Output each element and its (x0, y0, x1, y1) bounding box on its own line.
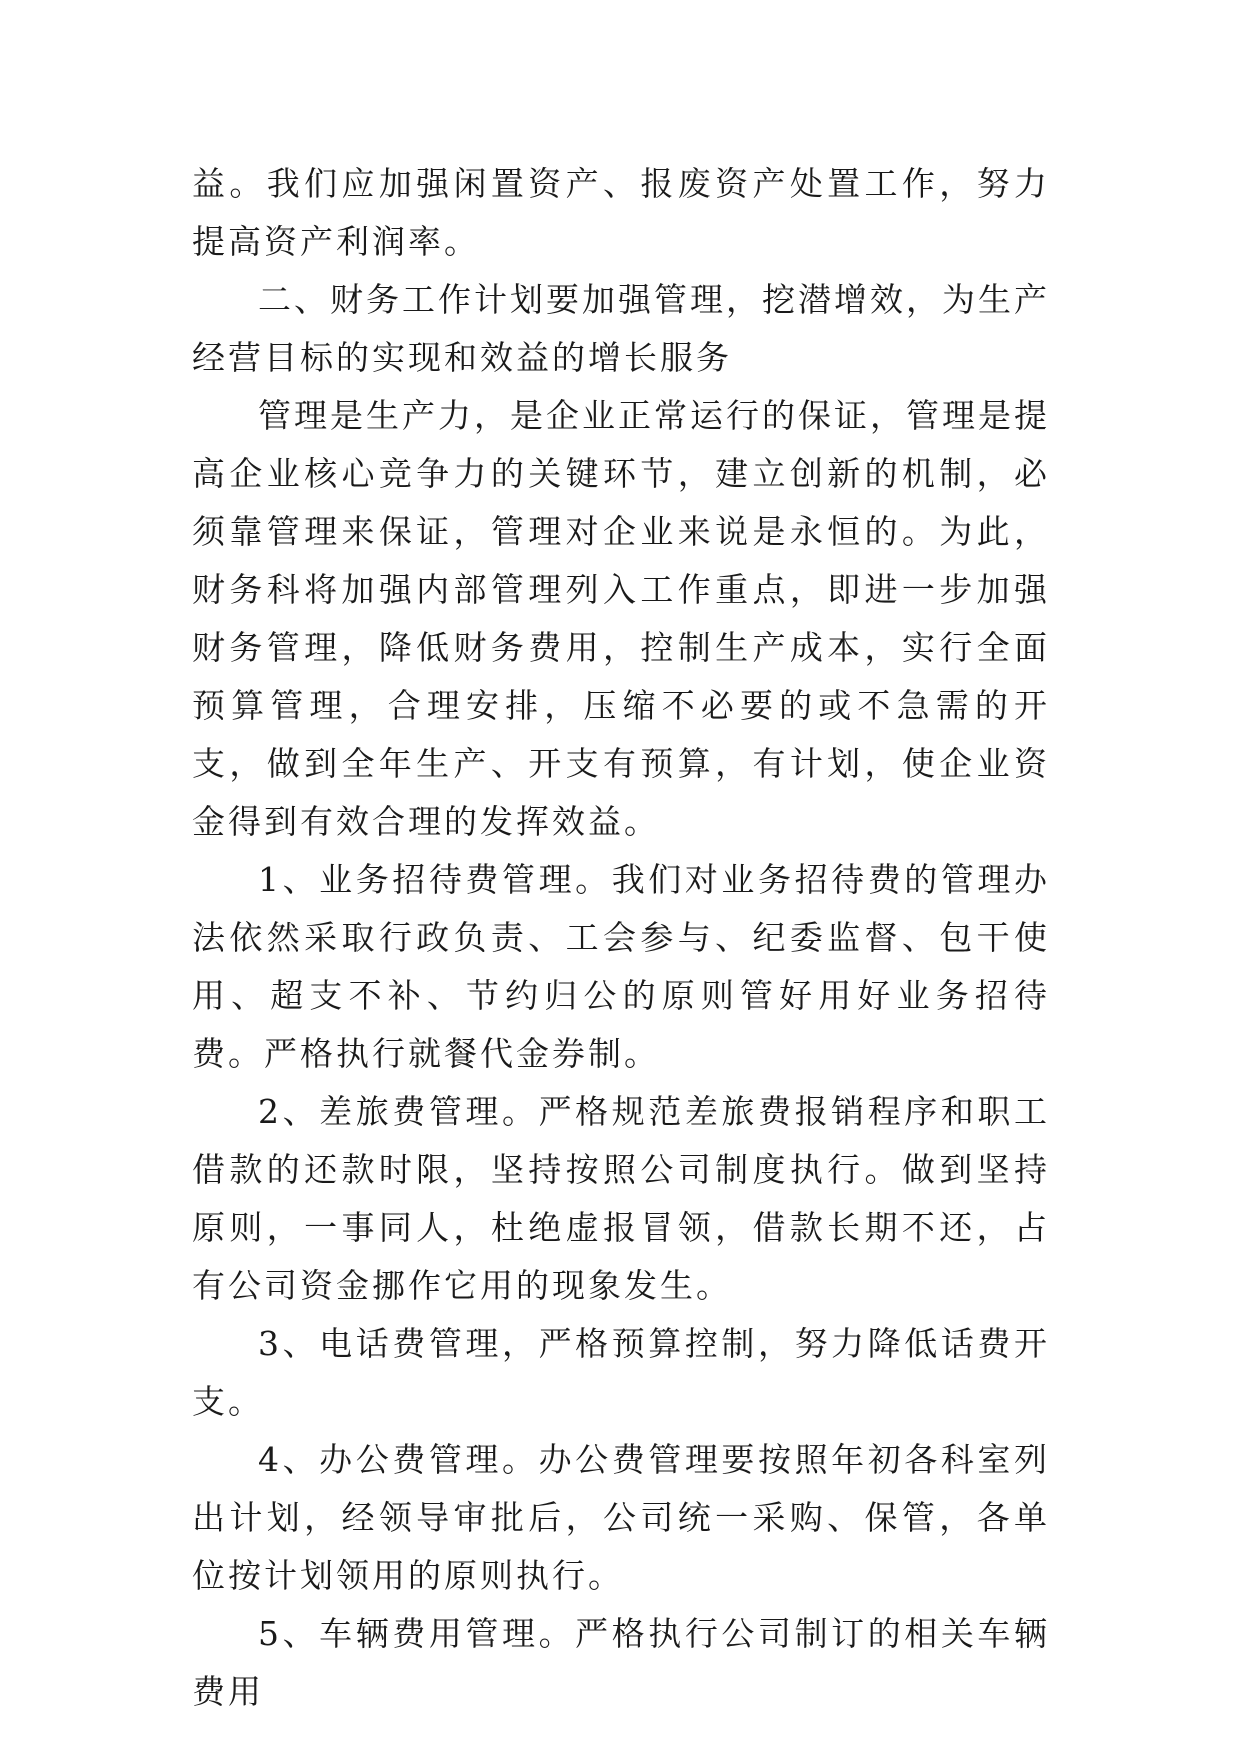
list-item-entertainment-expenses: 1、业务招待费管理。我们对业务招待费的管理办法依然采取行政负责、工会参与、纪委监督、包干使用、超支不补、节约归公的原则管好用好业务招待费。严格执行就餐代金券制。 (192, 860, 1050, 1073)
section-heading: 二、财务工作计划要加强管理，挖潜增效，为生产经营目标的实现和效益的增长服务 (192, 280, 1050, 377)
paragraph-management-overview: 管理是生产力，是企业正常运行的保证，管理是提高企业核心竞争力的关键环节，建立创新的机制，必须靠管理来保证，管理对企业来说是永恒的。为此，财务科将加强内部管理列入工作重点，即进一步加强财务管理，降低财务费用，控制生产成本，实行全面预算管理，合理安排，压缩不必要的或不急需的开支，做到全年生产、开支有预算，有计划，使企业资金得到有效合理的发挥效益。 (192, 396, 1050, 841)
list-item-travel-expenses: 2、差旅费管理。严格规范差旅费报销程序和职工借款的还款时限，坚持按照公司制度执行。做到坚持原则，一事同人，杜绝虚报冒领，借款长期不还，占有公司资金挪作它用的现象发生。 (192, 1092, 1050, 1305)
list-item-vehicle-expenses: 5、车辆费用管理。严格执行公司制订的相关车辆费用 (192, 1614, 1050, 1711)
list-item-office-expenses: 4、办公费管理。办公费管理要按照年初各科室列出计划，经领导审批后，公司统一采购、保管，各单位按计划领用的原则执行。 (192, 1440, 1050, 1595)
paragraph-continuation: 益。我们应加强闲置资产、报废资产处置工作，努力提高资产利润率。 (192, 164, 1050, 261)
document-body (192, 155, 1050, 1721)
list-item-telephone-expenses: 3、电话费管理，严格预算控制，努力降低话费开支。 (192, 1324, 1050, 1421)
